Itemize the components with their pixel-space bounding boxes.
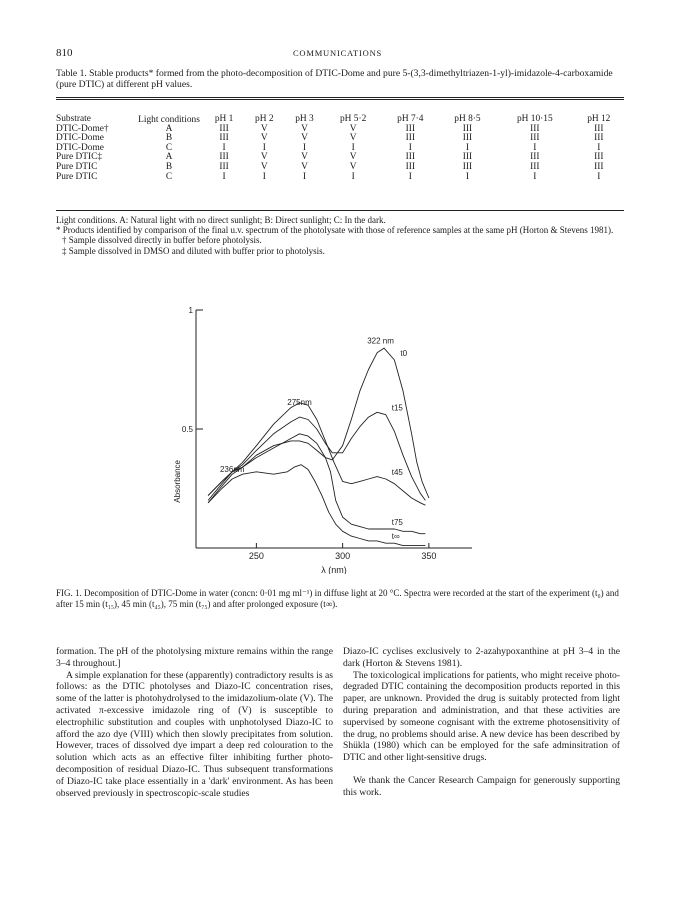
header-ph: pH 1	[214, 114, 234, 124]
product-cell: III	[405, 161, 415, 172]
product-cell: V	[349, 161, 357, 172]
header-ph: pH 3	[295, 114, 314, 124]
product-cell: III	[405, 133, 415, 144]
product-cell: V	[301, 152, 308, 163]
substrate-cell: Pure DTIC	[56, 171, 98, 182]
absorbance-spectrum-chart	[150, 298, 530, 574]
product-cell: I	[465, 171, 470, 182]
product-cell: III	[594, 123, 604, 134]
light-condition-cell: B	[165, 161, 173, 172]
product-cell: III	[462, 152, 473, 163]
product-cell: III	[405, 123, 415, 134]
product-cell: III	[219, 161, 229, 172]
table-notes	[56, 215, 624, 256]
header-ph: pH 2	[255, 114, 274, 124]
product-cell: V	[260, 123, 268, 134]
running-head: COMMUNICATIONS	[292, 48, 383, 58]
header-ph: pH 10·15	[516, 114, 553, 124]
body-paragraph: A simple explanation for these (apparently) contradictory results is as follows: as the DTIC photolyses and Diazo-IC concentration rises, some of the latter is photohydrolysed to the imidazolium-olate (V). The activated π-excessive imidazole ring of (V) is susceptible to electrophilic substitution and couples with unphotolysed Diazo-IC to afford the azo dye (VIII) which then slowly precipitates from solution. However, traces of dissolved dye impart a deep red colouration to the solution which acts as an effective filter inhibiting further photo-decomposition of residual Diazo-IC. Thus subsequent transformations of Diazo-IC take place essentially in a 'dark' environment. As has been observed previously in spectroscopic-scale studies	[56, 669, 333, 799]
substrate-cell: DTIC-Dome†	[56, 123, 109, 134]
product-cell: III	[219, 152, 229, 163]
table-note: ‡ Sample dissolved in DMSO and diluted with buffer prior to photolysis.	[62, 245, 325, 256]
substrate-cell: DTIC-Dome	[56, 142, 104, 153]
body-paragraph: formation. The pH of the photolysing mixture remains within the range 3–4 throughout.]	[56, 646, 333, 669]
table-note: Light conditions. A: Natural light with no direct sunlight; B: Direct sunlight; C: In the dark.	[56, 215, 386, 225]
light-condition-cell: B	[165, 133, 173, 144]
product-cell: I	[408, 171, 412, 182]
product-cell: I	[222, 171, 226, 182]
product-cell: I	[597, 171, 601, 182]
light-condition-cell: C	[165, 171, 173, 182]
product-cell: III	[594, 161, 604, 172]
product-cell: III	[219, 123, 229, 134]
product-cell: I	[351, 142, 355, 153]
series-label: t∞	[391, 532, 400, 542]
product-cell: III	[530, 123, 540, 134]
body-paragraph: The toxicological implications for patients, who might receive photo-degraded DTIC containing the decomposition products reported in this paper, are unknown. Provided the drug is suitably protected from light during preparation and administration, and that these activities are supervised by someone cognisant with the extreme photosensitivity of the drug, no problems should arise. A new device has been described by Shükla (1980) which can be employed for the safe adminsitration of DTIC and other light-sensitive drugs.	[343, 669, 620, 764]
products-table	[56, 115, 624, 182]
product-cell: I	[533, 171, 537, 182]
product-cell: I	[351, 171, 355, 182]
product-cell: V	[349, 133, 357, 144]
product-cell: V	[349, 123, 357, 134]
table-bottom-rule	[56, 210, 624, 211]
substrate-cell: DTIC-Dome	[56, 133, 104, 144]
table-note: * Products identified by comparison of the final u.v. spectrum of the photolysate with those of reference samples at the same pH (Horton & Stevens 1981).	[56, 225, 614, 236]
product-cell: III	[530, 161, 540, 172]
product-cell: III	[530, 133, 540, 144]
y-tick-label: 0.5	[181, 425, 193, 434]
product-cell: III	[594, 152, 604, 163]
product-cell: V	[260, 133, 268, 144]
product-cell: I	[262, 171, 266, 182]
series-label: t15	[391, 403, 403, 413]
table-top-rule-2	[56, 99, 624, 100]
y-axis-label: Absorbance	[173, 460, 182, 503]
product-cell: III	[594, 133, 604, 144]
light-condition-cell: C	[165, 142, 173, 153]
light-condition-cell: A	[165, 152, 173, 163]
header-ph: pH 8·5	[454, 114, 481, 124]
page-number: 810	[56, 47, 73, 59]
product-cell: I	[302, 142, 307, 153]
header-ph: pH 12	[587, 114, 611, 124]
header-ph: pH 7·4	[397, 114, 424, 124]
substrate-cell: Pure DTIC‡	[56, 152, 103, 163]
table-row	[56, 163, 624, 173]
series-label: t0	[400, 348, 408, 358]
product-cell: I	[408, 142, 412, 153]
product-cell: III	[462, 123, 473, 134]
product-cell: V	[301, 133, 308, 144]
peak-annotation: 275nm	[287, 398, 312, 408]
figure-caption: FIG. 1. Decomposition of DTIC-Dome in water (concn: 0·01 mg ml⁻¹) in diffuse light at 20 °C. Spectra were recorded at the start of the experiment (t₀) and after 15 min (t₁₅), 45 min (t₄₅), 75 min (t₇₅) and after prolonged exposure (t∞).	[56, 588, 619, 609]
series-label: t45	[391, 467, 403, 477]
x-axis-label: λ (nm)	[321, 565, 347, 574]
acknowledgement: We thank the Cancer Research Campaign for generously supporting this work.	[343, 774, 620, 798]
header-ph: pH 5·2	[339, 114, 367, 124]
substrate-cell: Pure DTIC	[56, 161, 98, 172]
product-cell: III	[219, 133, 229, 144]
series-label: t75	[391, 517, 403, 527]
table-row	[56, 173, 624, 183]
table-row	[56, 134, 624, 144]
product-cell: I	[222, 142, 226, 153]
product-cell: III	[462, 133, 473, 144]
product-cell: V	[260, 161, 268, 172]
series-line-2	[208, 403, 425, 505]
product-cell: V	[301, 161, 308, 172]
product-cell: V	[349, 152, 357, 163]
table-note: † Sample dissolved directly in buffer before photolysis.	[62, 235, 262, 246]
product-cell: I	[597, 142, 601, 153]
product-cell: I	[262, 142, 266, 153]
peak-annotation: 236nm	[219, 464, 245, 474]
table-caption: Table 1. Stable products* formed from the photo-decomposition of DTIC-Dome and pure 5-(3,3-dimethyltriazen-1-yl)-imidazole-4-carboxamide (pure DTIC) at different pH values.	[56, 68, 613, 90]
body-column-left	[56, 646, 333, 799]
body-paragraph: Diazo-IC cyclises exclusively to 2-azahypoxanthine at pH 3–4 in the dark (Horton & Stevens 1981).	[343, 646, 620, 669]
y-tick-label: 1	[188, 306, 193, 315]
product-cell: V	[260, 152, 268, 163]
product-cell: I	[533, 142, 537, 153]
x-tick-label: 300	[335, 551, 351, 561]
header-light-conditions: Light conditions	[138, 114, 200, 125]
light-condition-cell: A	[165, 123, 173, 134]
body-column-right	[343, 646, 620, 799]
product-cell: III	[462, 161, 473, 172]
series-line-1	[208, 412, 425, 500]
table-top-rule	[56, 97, 624, 98]
x-tick-label: 250	[248, 551, 264, 561]
peak-annotation: 322 nm	[367, 336, 394, 346]
product-cell: III	[405, 152, 415, 163]
product-cell: I	[465, 142, 470, 153]
x-tick-label: 350	[421, 551, 437, 561]
product-cell: III	[530, 152, 540, 163]
header-substrate: Substrate	[56, 114, 91, 124]
product-cell: V	[301, 123, 308, 134]
product-cell: I	[302, 171, 307, 182]
